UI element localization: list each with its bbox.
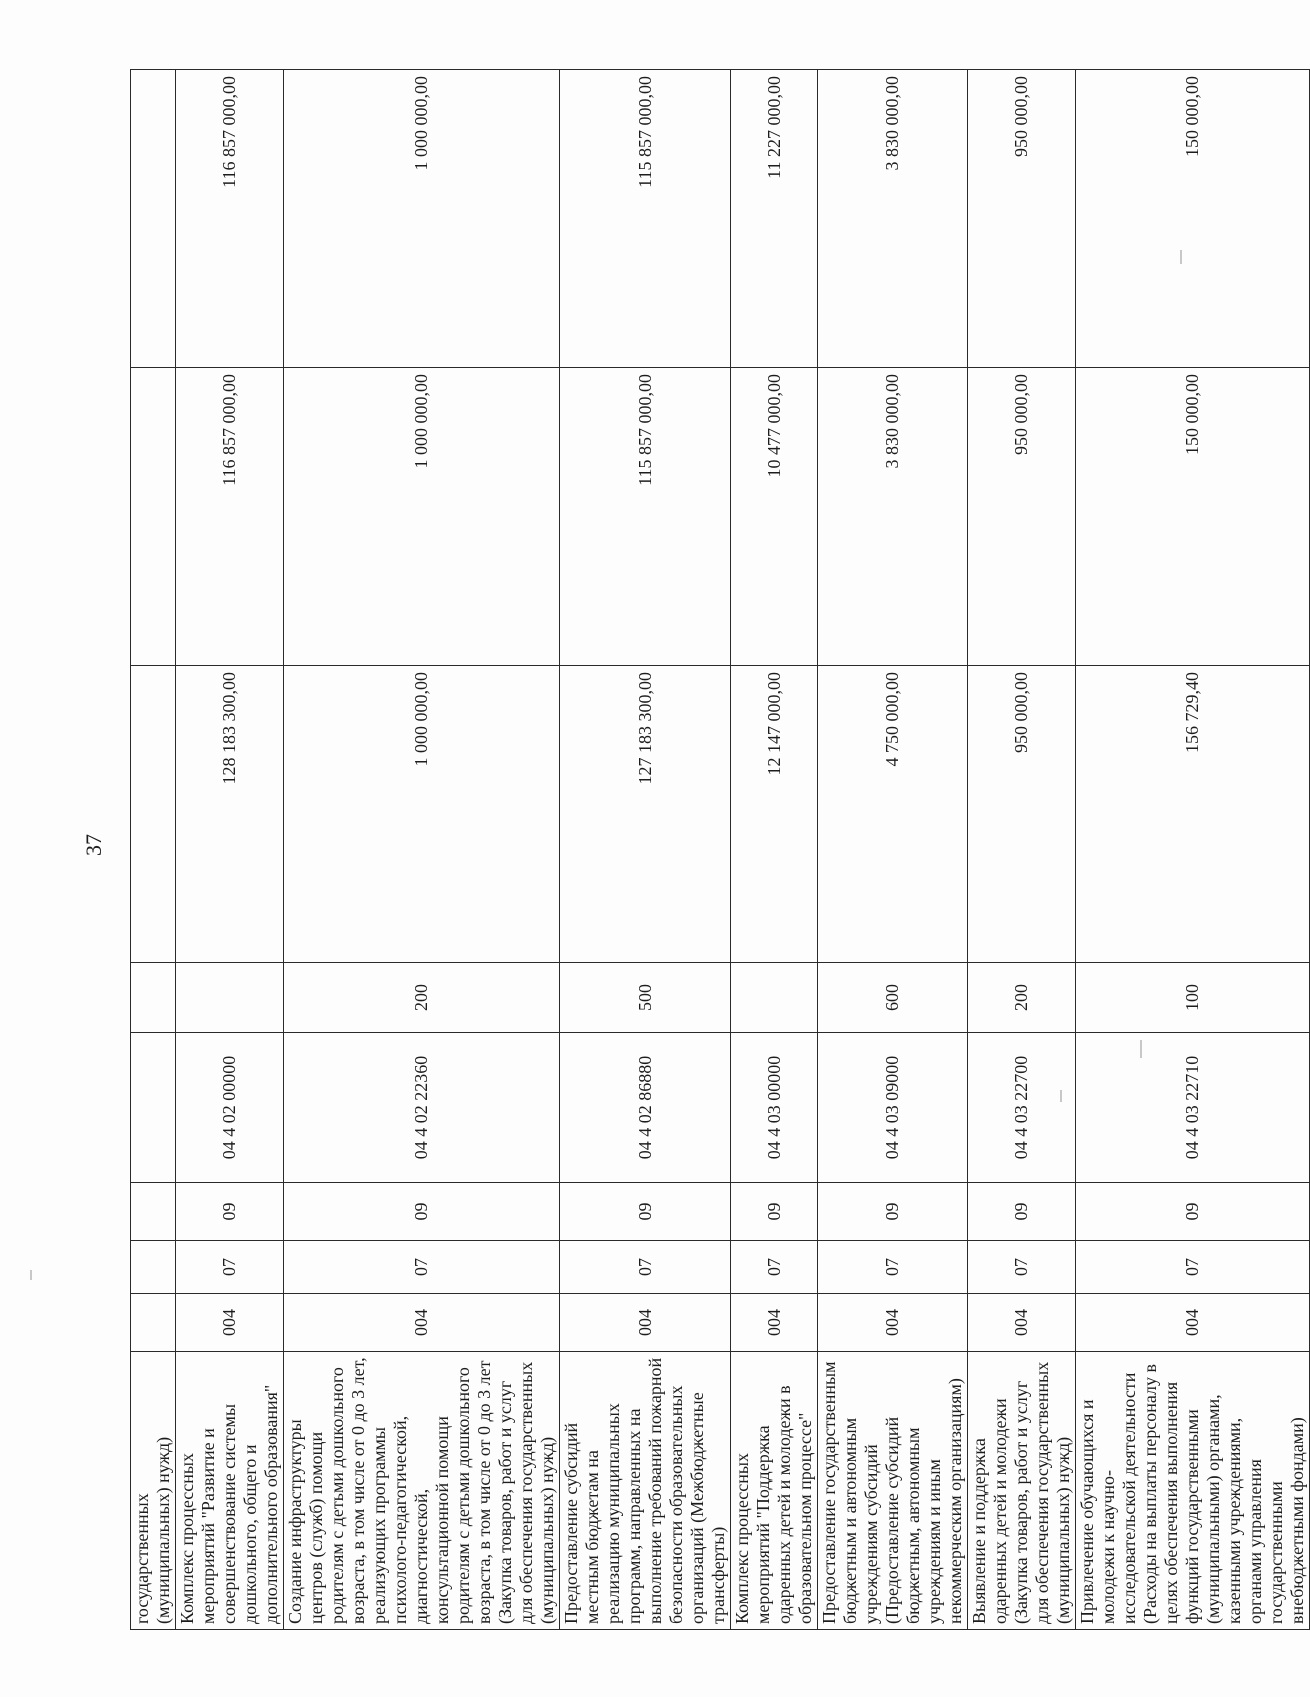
sum3-cell bbox=[131, 70, 176, 368]
sum3-cell: 116 857 000,00 bbox=[176, 70, 284, 368]
csr-cell: 04 4 02 86880 bbox=[560, 1033, 731, 1183]
csr-cell: 04 4 03 09000 bbox=[818, 1033, 968, 1183]
row-name-cell: Комплекс процессных мероприятий "Поддержка одаренных детей и молодежи в образовательном процессе" bbox=[731, 1352, 818, 1630]
vr-cell bbox=[131, 963, 176, 1033]
table-row bbox=[1076, 70, 1310, 1630]
sum1-cell bbox=[131, 666, 176, 963]
sum2-cell bbox=[131, 368, 176, 666]
sum3-cell: 3 830 000,00 bbox=[818, 70, 968, 368]
csr-cell: 04 4 03 00000 bbox=[731, 1033, 818, 1183]
scan-artifact bbox=[1140, 1040, 1142, 1058]
sum1-cell: 12 147 000,00 bbox=[731, 666, 818, 963]
podrazdel-cell: 09 bbox=[968, 1183, 1076, 1241]
sum1-cell: 128 183 300,00 bbox=[176, 666, 284, 963]
sum2-cell: 116 857 000,00 bbox=[176, 368, 284, 666]
razdel-cell: 07 bbox=[731, 1241, 818, 1294]
sum3-cell: 150 000,00 bbox=[1076, 70, 1310, 368]
razdel-cell bbox=[131, 1241, 176, 1294]
razdel-cell: 07 bbox=[968, 1241, 1076, 1294]
sum3-cell: 950 000,00 bbox=[968, 70, 1076, 368]
sum3-cell: 1 000 000,00 bbox=[284, 70, 560, 368]
sum2-cell: 10 477 000,00 bbox=[731, 368, 818, 666]
row-name-cell: Привлечение обучающихся и молодежи к научно-исследовательской деятельности (Расходы на выплаты персоналу в целях обеспечения выполнения функций государственными (муниципальными) органами, казенными учреждениями, органами управления государственными внебюджетными фондами) bbox=[1076, 1352, 1310, 1630]
row-name-cell: Предоставление государственным бюджетным и автономным учреждениям субсидий (Предоставление субсидий бюджетным, автономным учреждениям и иным некоммерческим организациям) bbox=[818, 1352, 968, 1630]
podrazdel-cell: 09 bbox=[560, 1183, 731, 1241]
csr-cell: 04 4 03 22700 bbox=[968, 1033, 1076, 1183]
scan-artifact bbox=[1180, 250, 1182, 264]
ved-cell: 004 bbox=[818, 1294, 968, 1352]
podrazdel-cell: 09 bbox=[818, 1183, 968, 1241]
vr-cell bbox=[731, 963, 818, 1033]
sum1-cell: 950 000,00 bbox=[968, 666, 1076, 963]
ved-cell: 004 bbox=[560, 1294, 731, 1352]
sum2-cell: 950 000,00 bbox=[968, 368, 1076, 666]
razdel-cell: 07 bbox=[284, 1241, 560, 1294]
sum3-cell: 11 227 000,00 bbox=[731, 70, 818, 368]
budget-table-container bbox=[130, 70, 1307, 1630]
sum1-cell: 4 750 000,00 bbox=[818, 666, 968, 963]
vr-cell: 200 bbox=[284, 963, 560, 1033]
sum2-cell: 3 830 000,00 bbox=[818, 368, 968, 666]
table-row bbox=[731, 70, 818, 1630]
ved-cell: 004 bbox=[176, 1294, 284, 1352]
sum2-cell: 115 857 000,00 bbox=[560, 368, 731, 666]
sum2-cell: 150 000,00 bbox=[1076, 368, 1310, 666]
table-row bbox=[131, 70, 176, 1630]
vr-cell: 600 bbox=[818, 963, 968, 1033]
csr-cell: 04 4 03 22710 bbox=[1076, 1033, 1310, 1183]
razdel-cell: 07 bbox=[560, 1241, 731, 1294]
razdel-cell: 07 bbox=[1076, 1241, 1310, 1294]
ved-cell: 004 bbox=[284, 1294, 560, 1352]
vr-cell: 500 bbox=[560, 963, 731, 1033]
scan-artifact bbox=[1060, 1090, 1062, 1102]
vr-cell: 200 bbox=[968, 963, 1076, 1033]
ved-cell: 004 bbox=[731, 1294, 818, 1352]
podrazdel-cell: 09 bbox=[1076, 1183, 1310, 1241]
table-row bbox=[818, 70, 968, 1630]
podrazdel-cell: 09 bbox=[284, 1183, 560, 1241]
row-name-cell: Предоставление субсидий местным бюджетам на реализацию муниципальных программ, направленных на выполнение требований пожарной безопасности образовательных организаций (Межбюджетные трансферты) bbox=[560, 1352, 731, 1630]
scan-artifact bbox=[30, 1270, 32, 1280]
ved-cell bbox=[131, 1294, 176, 1352]
razdel-cell: 07 bbox=[176, 1241, 284, 1294]
table-row bbox=[968, 70, 1076, 1630]
page-number: 37 bbox=[81, 834, 106, 856]
sum3-cell: 115 857 000,00 bbox=[560, 70, 731, 368]
sum1-cell: 1 000 000,00 bbox=[284, 666, 560, 963]
ved-cell: 004 bbox=[1076, 1294, 1310, 1352]
csr-cell: 04 4 02 00000 bbox=[176, 1033, 284, 1183]
budget-table bbox=[130, 69, 1310, 1630]
row-name-cell: государственных (муниципальных) нужд) bbox=[131, 1352, 176, 1630]
vr-cell: 100 bbox=[1076, 963, 1310, 1033]
ved-cell: 004 bbox=[968, 1294, 1076, 1352]
podrazdel-cell bbox=[131, 1183, 176, 1241]
csr-cell bbox=[131, 1033, 176, 1183]
razdel-cell: 07 bbox=[818, 1241, 968, 1294]
row-name-cell: Создание инфраструктуры центров (служб) помощи родителям с детьми дошкольного возраста, в том числе от 0 до 3 лет, реализующих программы психолого-педагогической, диагностической, консультационной помощи родителям с детьми дошкольного возраста, в том числе от 0 до 3 лет (Закупка товаров, работ и услуг для обеспечения государственных (муниципальных) нужд) bbox=[284, 1352, 560, 1630]
sum2-cell: 1 000 000,00 bbox=[284, 368, 560, 666]
csr-cell: 04 4 02 22360 bbox=[284, 1033, 560, 1183]
sum1-cell: 156 729,40 bbox=[1076, 666, 1310, 963]
table-row bbox=[176, 70, 284, 1630]
row-name-cell: Выявление и поддержка одаренных детей и молодежи (Закупка товаров, работ и услуг для обеспечения государственных (муниципальных) нужд) bbox=[968, 1352, 1076, 1630]
podrazdel-cell: 09 bbox=[176, 1183, 284, 1241]
table-row bbox=[560, 70, 731, 1630]
row-name-cell: Комплекс процессных мероприятий "Развитие и совершенствование системы дошкольного, общего и дополнительного образования" bbox=[176, 1352, 284, 1630]
table-row bbox=[284, 70, 560, 1630]
podrazdel-cell: 09 bbox=[731, 1183, 818, 1241]
sum1-cell: 127 183 300,00 bbox=[560, 666, 731, 963]
vr-cell bbox=[176, 963, 284, 1033]
